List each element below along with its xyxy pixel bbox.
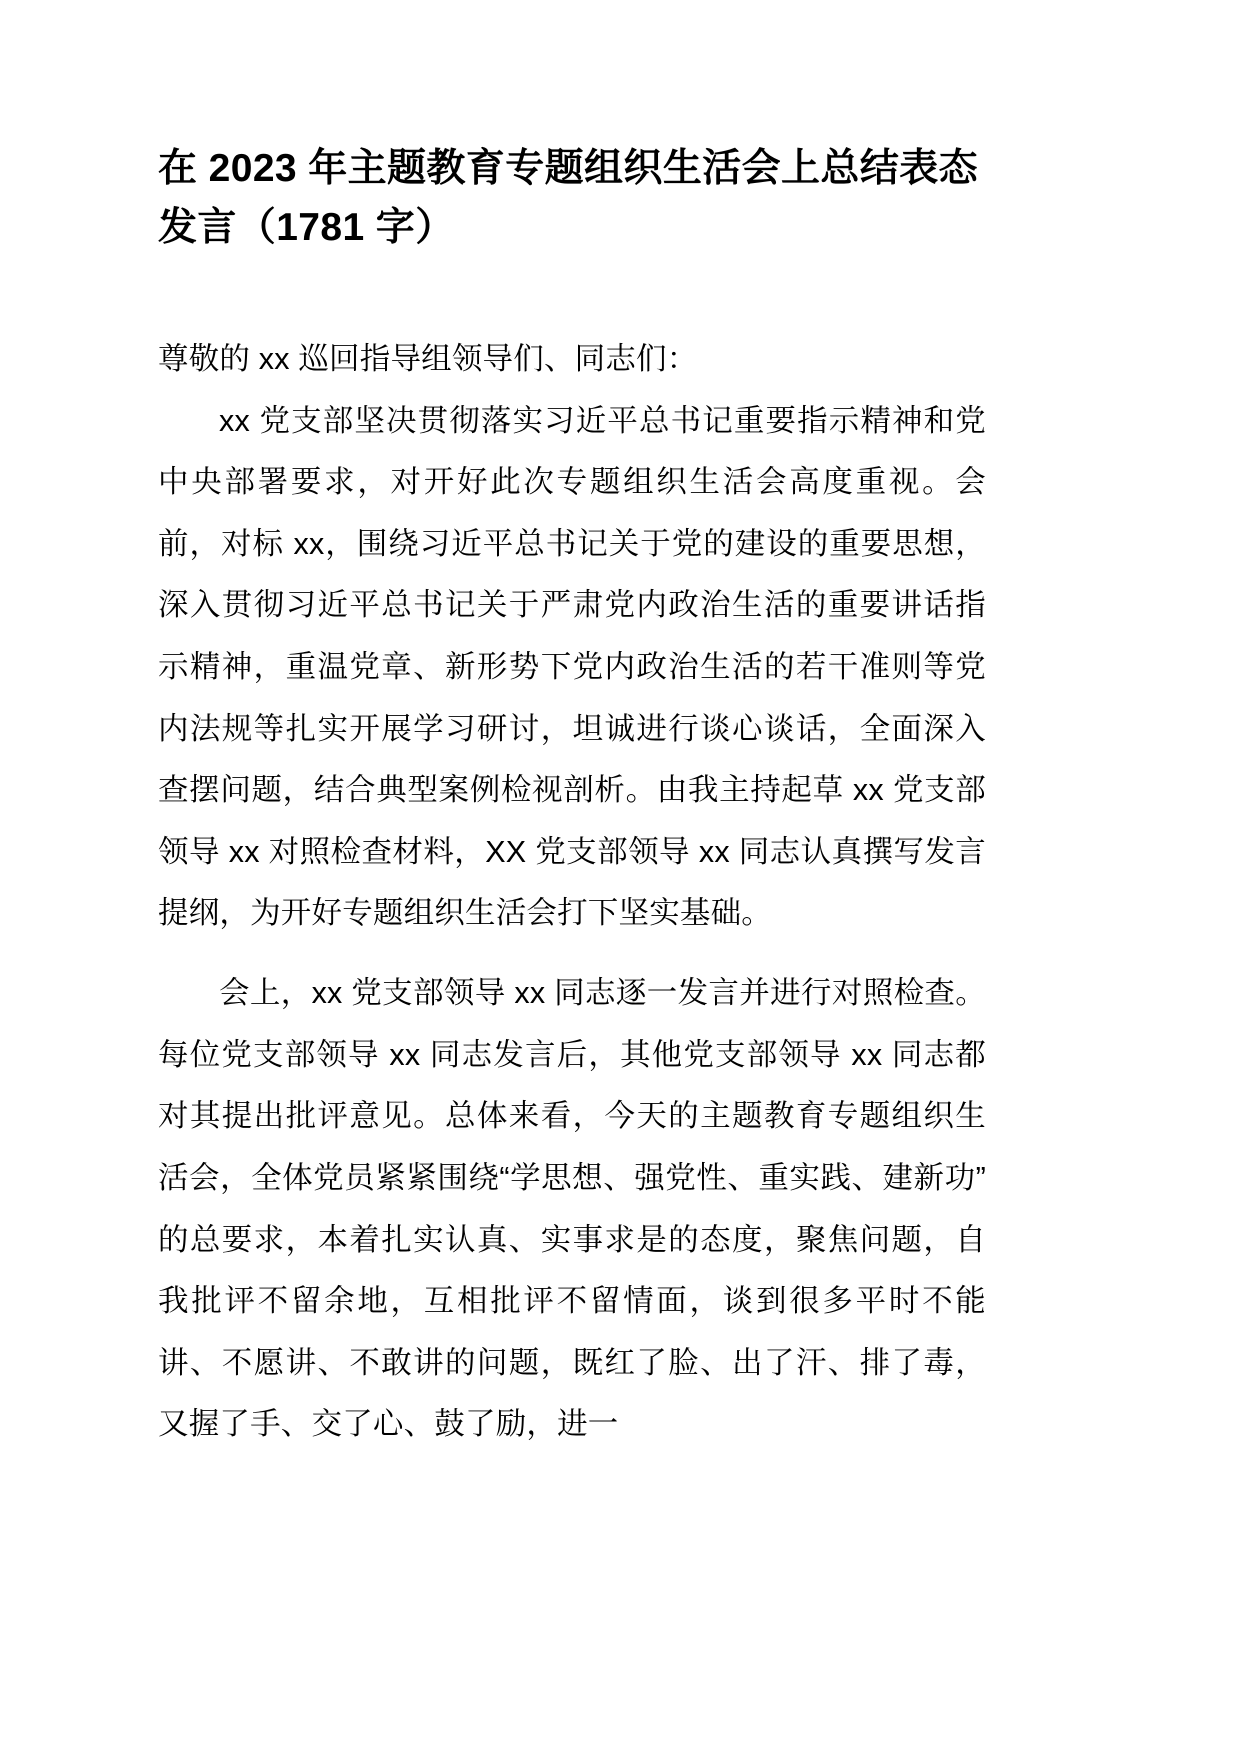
salutation-line: 尊敬的 xx 巡回指导组领导们、同志们： xyxy=(158,342,698,376)
body-paragraph-2: 会上，xx 党支部领导 xx 同志逐一发言并进行对照检查。每位党支部领导 xx 同志发言后，其他党支部领导 xx 同志都对其提出批评意见。总体来看，今天的主题教育专题组织生活会，全体党员紧紧围绕“学思想、强党性、重实践、建新功”的总要求，本着扎实认真、实事求是的态度，聚焦问题，自我批评不留余地，互相批评不留情面，谈到很多平时不能讲、不愿讲、不敢讲的问题，既红了脸、出了汗、排了毒，又握了手、交了心、鼓了励，进一 xyxy=(158,976,986,1442)
document-content xyxy=(158,140,986,1456)
title-spacer xyxy=(158,257,986,329)
body-paragraph-1: xx 党支部坚决贯彻落实习近平总书记重要指示精神和党中央部署要求，对开好此次专题组织生活会高度重视。会前，对标 xx，围绕习近平总书记关于党的建设的重要思想，深入贯彻习近平总书记关于严肃党内政治生活的重要讲话指示精神，重温党章、新形势下党内政治生活的若干准则等党内法规等扎实开展学习研讨，坦诚进行谈心谈话，全面深入查摆问题，结合典型案例检视剖析。由我主持起草 xx 党支部领导 xx 对照检查材料，XX 党支部领导 xx 同志认真撰写发言提纲，为开好专题组织生活会打下坚实基础。 xyxy=(158,403,986,931)
paragraph-gap xyxy=(158,945,986,963)
page-title: 在 2023 年主题教育专题组织生活会上总结表态发言（1781 字） xyxy=(158,147,979,249)
